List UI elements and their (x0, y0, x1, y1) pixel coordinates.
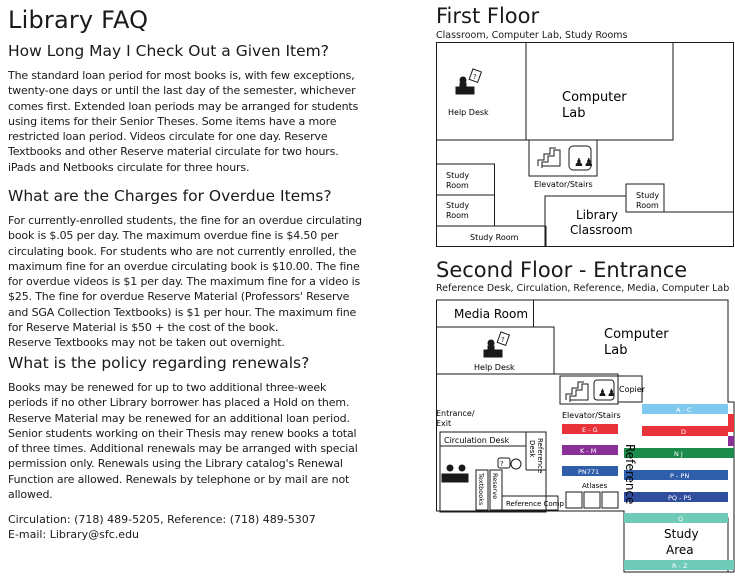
shelf-label-a-c: A - C (676, 406, 692, 414)
second-floor-title: Second Floor - Entrance (436, 258, 688, 282)
text-line: Reserve Material may be renewed for an additional loan period. (8, 411, 350, 425)
text-line: iPads and Netbooks circulate for three hours. (8, 160, 250, 174)
second-computer-lab-label-2: Lab (604, 343, 628, 358)
text-line: twenty-one days or until the last day of the semester, whichever (8, 84, 356, 98)
faq-section-renewals (8, 354, 358, 502)
second-floor-subtitle: Reference Desk, Circulation, Reference, Media, Computer Lab (436, 283, 730, 294)
reference-section-label: Reference (623, 444, 637, 505)
text-line: for Reserve Material is $50 + the cost of the book. (8, 321, 279, 335)
reference-comp-label: Reference Comp (506, 500, 564, 508)
faq-column (8, 0, 363, 541)
text-line: restricted loan period. Videos circulate for one day. Reserve (8, 130, 328, 144)
text-line: Textbooks and other Reserve material circulate for two hours. (8, 145, 339, 159)
text-line: For currently-enrolled students, the fine for an overdue circulating (8, 214, 363, 227)
section-body (8, 213, 362, 351)
elevator-icon (594, 380, 616, 400)
first-computer-lab-label-1: Computer (562, 90, 627, 105)
text-line: Function are allowed. Renewals by telephone or by mail are not (8, 472, 350, 486)
shelf-label-pq-ps: PQ - PS (668, 494, 692, 502)
entrance-label-1: Entrance/ (436, 409, 475, 418)
section-heading: What are the Charges for Overdue Items? (8, 187, 332, 205)
study-room-a-label-1: Study (446, 171, 470, 180)
text-line: and SGA Collection Textbooks) is $1 per hour. The maximum fine (8, 305, 357, 319)
section-heading: How Long May I Check Out a Given Item? (8, 42, 329, 60)
help-desk-icon (484, 332, 509, 357)
shelf-label-n-j: N J (674, 450, 683, 458)
faq-section-fines (8, 187, 362, 351)
contact-email: E-mail: Library@sfc.edu (8, 528, 140, 541)
text-line: permission only. Renewals using the Library catalog's Renewal (8, 457, 343, 471)
contact-phones: Circulation: (718) 489-5205, Reference: (718) 489-5307 (8, 513, 316, 526)
text-line: allowed. (8, 488, 53, 502)
help-desk-icon (456, 69, 481, 94)
computer-lab-wall-left (437, 42, 526, 140)
text-line: Senior students working on their Thesis may renew books a total (8, 426, 357, 440)
shelf-label-p-pn: P - PN (670, 472, 690, 480)
classroom-label-2: Classroom (570, 223, 633, 237)
svg-text:?: ? (473, 73, 477, 81)
second-elevator-label: Elevator/Stairs (562, 411, 621, 420)
study-room-a-label-2: Room (446, 181, 469, 190)
section-heading: What is the policy regarding renewals? (8, 354, 310, 372)
first-floor-map (436, 42, 735, 250)
svg-text:?: ? (500, 460, 504, 468)
study-room-c-label-1: Study (636, 191, 660, 200)
faq-title: Library FAQ (8, 6, 149, 34)
study-room-b-label-1: Study (446, 201, 470, 210)
text-line: periods if no other Library borrower has placed a Hold on them. (8, 396, 350, 410)
text-line: using items for their Senior Theses. Some items have a more (8, 114, 337, 128)
study-area-label-2: Area (666, 543, 694, 557)
atlas-1 (566, 492, 582, 508)
textbooks-label: Textbooks (477, 473, 485, 506)
faq-section-loan (8, 42, 358, 175)
first-computer-lab-label-2: Lab (562, 106, 586, 121)
shelf-label-r-z: R - Z (672, 562, 688, 570)
text-line: circulating book. For students who are not currently enrolled, the (8, 244, 357, 258)
text-line: $25. The fine for overdue Reserve Material (Professors' Reserve (8, 290, 350, 304)
stairs-icon (566, 382, 588, 402)
shelf-label-d: D (681, 428, 687, 436)
atlases-label: Atlases (582, 482, 608, 490)
svg-text:♟♟: ♟♟ (598, 388, 616, 399)
svg-text:?: ? (501, 336, 505, 344)
text-line: of three times. Additional renewals may be arranged with special (8, 442, 358, 456)
text-line: Reserve Textbooks may not be taken out overnight. (8, 336, 285, 350)
circulation-desk-icon (442, 465, 468, 482)
text-line: comes first. Extended loan periods may be arranged for students (8, 99, 359, 113)
contact-info (8, 512, 316, 542)
section-body (8, 68, 358, 175)
text-line: maximum fine for an overdue circulating book is $10.00. The fine (8, 259, 360, 273)
second-computer-lab-label-1: Computer (604, 327, 669, 342)
elevator-icon (569, 146, 594, 170)
svg-text:♟♟: ♟♟ (574, 156, 594, 169)
text-line: for overdue videos is $1 per day. The maximum fine for a video is (8, 275, 361, 289)
first-floor-subtitle: Classroom, Computer Lab, Study Rooms (436, 30, 628, 41)
study-room-bottom-label: Study Room (470, 233, 519, 242)
reference-desk-label-2: Desk (528, 440, 536, 458)
text-line: book is $.05 per day. The maximum overdue fine is $4.50 per (8, 229, 339, 243)
shelf-q (624, 513, 728, 523)
floor-maps (436, 0, 735, 576)
circulation-desk-label: Circulation Desk (444, 436, 510, 445)
entrance-label-2: Exit (436, 419, 452, 428)
stairs-icon (538, 148, 560, 168)
shelf-label-q: Q (678, 515, 684, 523)
copier-label: Copier (619, 385, 645, 394)
reserve-label: Reserve (491, 473, 499, 500)
reference-desk-label-1: Reference (536, 438, 544, 474)
text-line: Books may be renewed for up to two additional three-week (8, 381, 327, 394)
second-help-desk-label: Help Desk (474, 363, 515, 372)
shelf-label-pn771: PN771 (578, 468, 600, 476)
second-floor-map (436, 296, 735, 574)
first-help-desk-label: Help Desk (448, 108, 489, 117)
shelf-label-k-m: K - M (580, 447, 597, 455)
study-room-b-label-2: Room (446, 211, 469, 220)
reference-desk-icon (498, 458, 521, 469)
shelf-label-e-g: E - G (582, 426, 598, 434)
media-room-label: Media Room (454, 307, 529, 321)
study-area-label-1: Study (664, 527, 699, 541)
text-line: The standard loan period for most books is, with few exceptions, (8, 69, 355, 82)
first-floor-title: First Floor (436, 4, 540, 28)
classroom-label-1: Library (576, 208, 618, 222)
first-elevator-label: Elevator/Stairs (534, 180, 593, 189)
section-body (8, 380, 358, 502)
study-room-c-label-2: Room (636, 201, 659, 210)
